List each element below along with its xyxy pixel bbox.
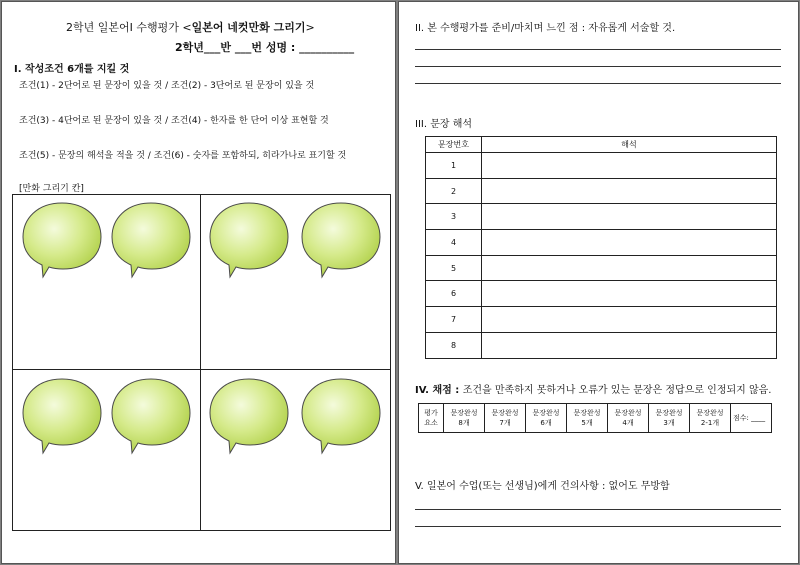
- row-number: 2: [426, 178, 482, 204]
- table-row: [426, 307, 777, 333]
- scoring-table: [418, 403, 772, 433]
- score-item: 문장완성 6개: [526, 404, 567, 433]
- table-row: [426, 178, 777, 204]
- worksheet-page-right: [399, 2, 798, 563]
- translation-cell[interactable]: [482, 281, 777, 307]
- row-number: 8: [426, 332, 482, 358]
- worksheet-title: 2학년 일본어I 수행평가 <일본어 네컷만화 그리기>: [66, 21, 315, 34]
- row-number: 7: [426, 307, 482, 333]
- writing-line: [415, 526, 781, 527]
- cartoon-divider-horizontal: [13, 369, 390, 370]
- writing-line: [415, 49, 781, 50]
- speech-bubble: [108, 375, 194, 461]
- translation-cell[interactable]: [482, 178, 777, 204]
- table-row: [426, 153, 777, 179]
- condition-line-3: 조건(5) - 문장의 해석을 적을 것 / 조건(6) - 숫자를 포함하되, 히라가나로 표기할 것: [19, 151, 347, 161]
- writing-line: [415, 66, 781, 67]
- section-2-heading: II. 본 수행평가를 준비/마치며 느낀 점 : 자유롭게 서술할 것.: [415, 23, 676, 34]
- score-category: 평가 요소: [419, 404, 444, 433]
- table-row: [426, 255, 777, 281]
- score-item: 문장완성 5개: [567, 404, 608, 433]
- speech-bubble: [108, 199, 194, 285]
- speech-bubble: [206, 199, 292, 285]
- score-item: 문장완성 7개: [485, 404, 526, 433]
- row-number: 6: [426, 281, 482, 307]
- row-number: 5: [426, 255, 482, 281]
- section-5-heading: V. 일본어 수업(또는 선생님)에게 건의사항 : 없어도 무방함: [415, 481, 670, 492]
- condition-line-2: 조건(3) - 4단어로 된 문장이 있을 것 / 조건(4) - 한자를 한 단어 이상 표현할 것: [19, 116, 329, 126]
- speech-bubble: [298, 375, 384, 461]
- translation-cell[interactable]: [482, 332, 777, 358]
- writing-line: [415, 83, 781, 84]
- table-row: [426, 281, 777, 307]
- student-info-line: 2학년___반 ___번 성명 : __________: [175, 41, 355, 54]
- score-item: 문장완성 4개: [608, 404, 649, 433]
- translation-cell[interactable]: [482, 153, 777, 179]
- speech-bubble: [298, 199, 384, 285]
- translation-cell[interactable]: [482, 230, 777, 256]
- section-1-heading: I. 작성조건 6개를 지킬 것: [14, 64, 130, 75]
- translation-cell[interactable]: [482, 307, 777, 333]
- header-sentence-number: 문장번호: [426, 137, 482, 153]
- translation-cell[interactable]: [482, 255, 777, 281]
- condition-line-1: 조건(1) - 2단어로 된 문장이 있을 것 / 조건(2) - 3단어로 된 문장이 있을 것: [19, 81, 315, 91]
- worksheet-page-left: [2, 2, 395, 563]
- row-number: 4: [426, 230, 482, 256]
- translation-cell[interactable]: [482, 204, 777, 230]
- table-row: [426, 230, 777, 256]
- score-item: 문장완성 8개: [444, 404, 485, 433]
- table-row: [426, 332, 777, 358]
- score-item: 문장완성 3개: [649, 404, 690, 433]
- section-3-heading: III. 문장 해석: [415, 119, 473, 130]
- row-number: 1: [426, 153, 482, 179]
- score-total-cell[interactable]: 점수: ____: [731, 404, 772, 433]
- row-number: 3: [426, 204, 482, 230]
- cartoon-grid: [12, 194, 391, 531]
- cartoon-label: [만화 그리기 칸]: [19, 184, 84, 194]
- speech-bubble: [206, 375, 292, 461]
- translation-table: [425, 136, 777, 359]
- section-4-heading: IV. 채점 : 조건을 만족하지 못하거나 오류가 있는 문장은 정답으로 인정되지 않음.: [415, 385, 772, 396]
- writing-line: [415, 509, 781, 510]
- speech-bubble: [19, 199, 105, 285]
- score-item: 문장완성 2-1개: [690, 404, 731, 433]
- cartoon-divider-vertical: [200, 195, 201, 530]
- table-row: [426, 204, 777, 230]
- table-header-row: [426, 137, 777, 153]
- speech-bubble: [19, 375, 105, 461]
- header-translation: 해석: [482, 137, 777, 153]
